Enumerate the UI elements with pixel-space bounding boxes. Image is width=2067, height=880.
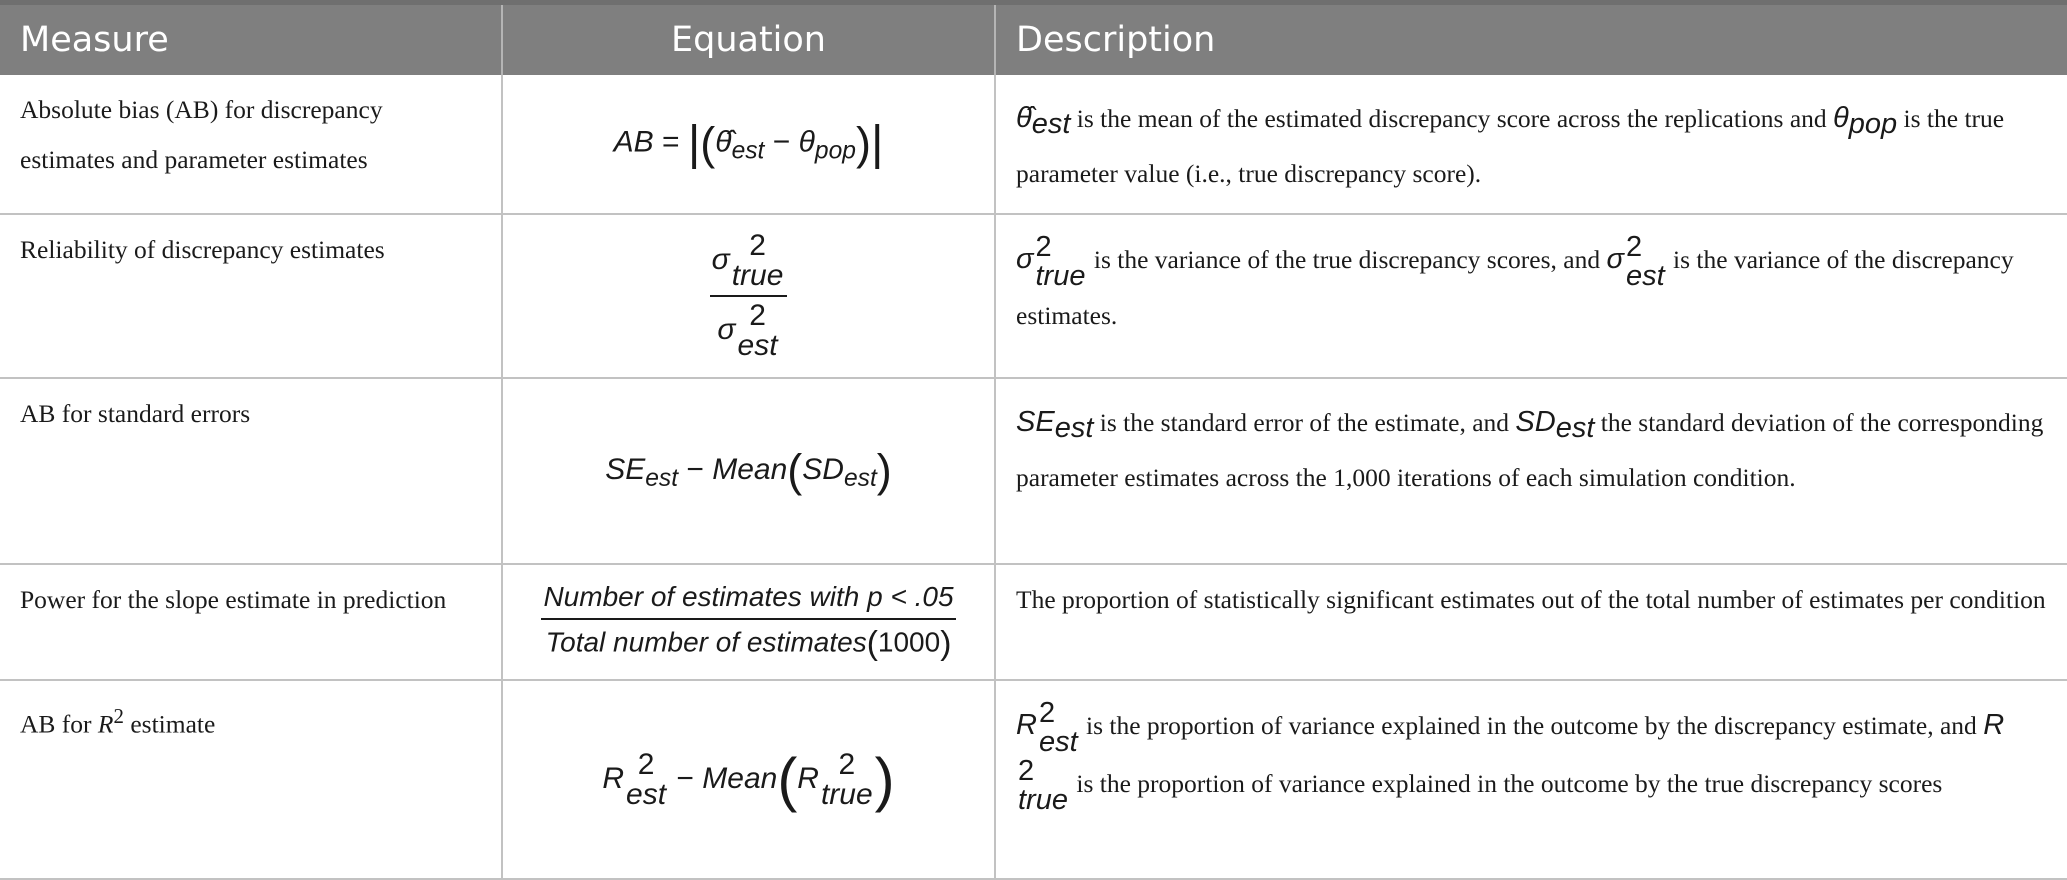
measure-cell: Reliability of discrepancy estimates (0, 214, 502, 378)
table-row (0, 214, 2067, 378)
header-equation: Equation (502, 3, 995, 76)
table-row (0, 564, 2067, 680)
description-cell: σ 2 true is the variance of the true discrepancy scores, and σ 2 est is the variance of the discrepancy estimates. (995, 214, 2067, 378)
measure-cell: Absolute bias (AB) for discrepancy estimates and parameter estimates (0, 75, 502, 214)
measure-cell: AB for $R^2$ estimate (0, 680, 502, 879)
equation-cell: AB = $|(\thetâ_{est} - \theta_{pop})|$ (502, 75, 995, 214)
equation-cell: R 2 est − Mean(R 2 true ) (502, 680, 995, 879)
description-cell: The proportion of statistically significant estimates out of the total number of estimates per condition (995, 564, 2067, 680)
header-row (0, 3, 2067, 76)
measure-cell: Power for the slope estimate in prediction (0, 564, 502, 680)
table-row (0, 680, 2067, 879)
measure-cell: AB for standard errors (0, 378, 502, 564)
description-cell: $\thetâ_{est}$ is the mean of the estimated discrepancy score across the replications and $\theta_{pop}$ is the true parameter value (i.e., true discrepancy score). (995, 75, 2067, 214)
table-row (0, 378, 2067, 564)
equation-cell: $\frac{\text{Number of estimates with p < .05}}{\text{Total number of estimates(1000)}}$ (502, 564, 995, 680)
header-measure: Measure (0, 3, 502, 76)
header-description: Description (995, 3, 2067, 76)
table-row (0, 75, 2067, 214)
description-cell: $SE_{est}$ is the standard error of the estimate, and $SD_{est}$ the standard deviation of the corresponding parameter estimates across the 1,000 iterations of each simulation condition. (995, 378, 2067, 564)
description-cell: R 2 est is the proportion of variance explained in the outcome by the discrepancy estimate, and R 2 true is the proportion of variance explained in the outcome by the true discrepancy scores (995, 680, 2067, 879)
equation-cell: σ 2 true σ 2 est (502, 214, 995, 378)
equation-cell: $SE_{est}$ − $Mean(SD_{est})$ (502, 378, 995, 564)
